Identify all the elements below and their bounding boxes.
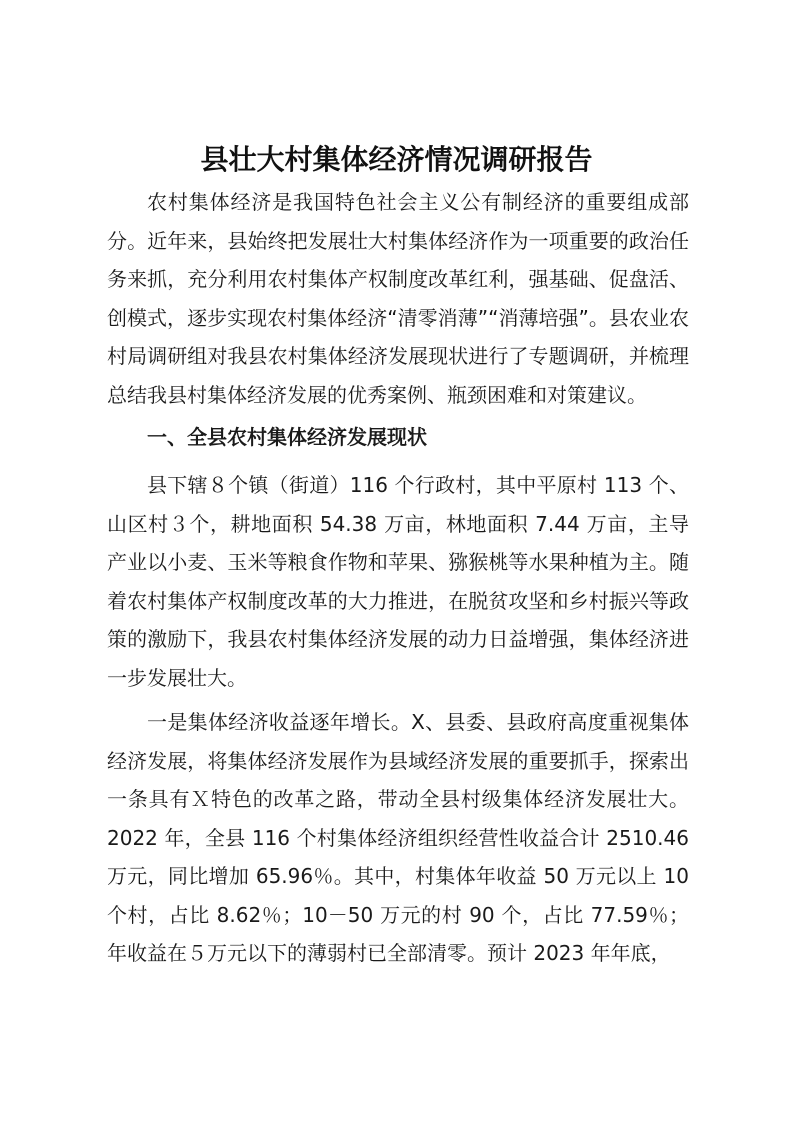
section-heading: 一、全县农村集体经济发展现状	[147, 425, 427, 449]
intro-paragraph: 农村集体经济是我国特色社会主义公有制经济的重要组成部分。近年来，县始终把发展壮大村集体经济作为一项重要的政治任务来抓，充分利用农村集体产权制度改革红利，强基础、促盘活、创模式，逐步实现农村集体经济“清零消薄”“消薄培强”。县农业农村局调研组对我县农村集体经济发展现状进行了专题调研，并梳理总结我县村集体经济发展的优秀案例、瓶颈困难和对策建议。	[107, 190, 689, 407]
document-body	[107, 183, 689, 973]
section-paragraph: 一是集体经济收益逐年增长。X、县委、县政府高度重视集体经济发展，将集体经济发展作为县域经济发展的重要抓手，探索出一条具有Ｘ特色的改革之路，带动全县村级集体经济发展壮大。2022 年，全县 116 个村集体经济组织经营性收益合计 2510.46 万元，同比增加 65.96％。其中，村集体年收益 50 万元以上 10 个村，占比 8.62％；10－50 万元的村 90 个，占比 77.59％；年收益在５万元以下的薄弱村已全部清零。预计 2023 年年底，	[107, 710, 689, 965]
section-paragraph: 县下辖８个镇（街道）116 个行政村，其中平原村 113 个、山区村３个，耕地面积 54.38 万亩，林地面积 7.44 万亩，主导产业以小麦、玉米等粮食作物和苹果、猕猴桃等水果种植为主。随着农村集体产权制度改革的大力推进，在脱贫攻坚和乡村振兴等政策的激励下，我县农村集体经济发展的动力日益增强，集体经济进一步发展壮大。	[107, 473, 689, 690]
document-title: 县壮大村集体经济情况调研报告	[200, 143, 593, 176]
